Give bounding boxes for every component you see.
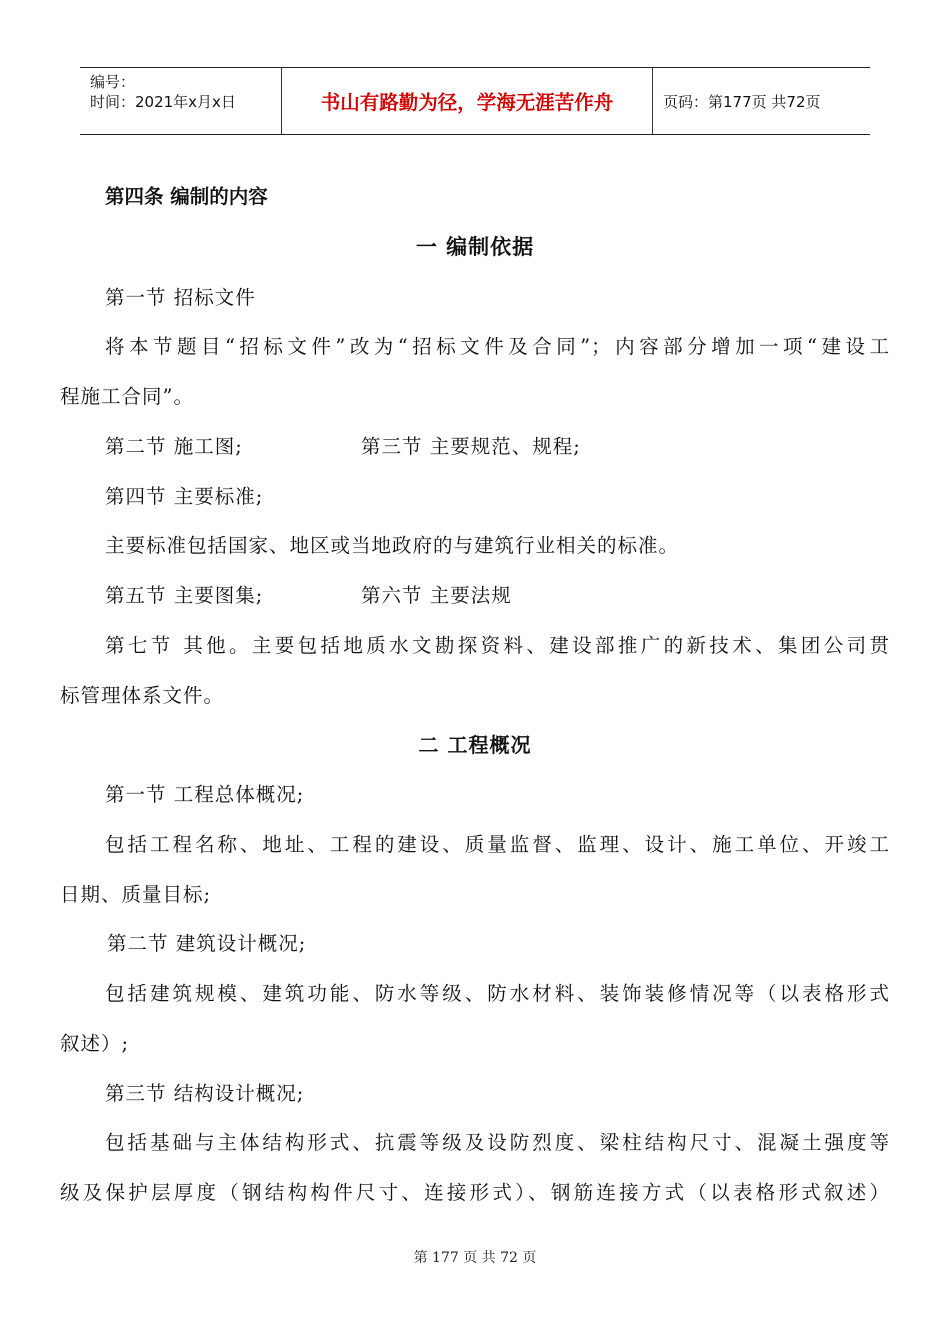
s1-para-1-line-2: 程施工合同”。 xyxy=(60,385,194,408)
s1-node-2: 第二节 施工图; xyxy=(105,435,243,458)
s1-node-1: 第一节 招标文件 xyxy=(105,286,256,309)
header-left-cell xyxy=(80,68,281,134)
s2-node-3: 第三节 结构设计概况; xyxy=(105,1082,305,1105)
s2-para-1-line-2: 日期、质量目标; xyxy=(60,883,212,906)
section-2-title: 二 工程概况 xyxy=(418,733,532,757)
s1-node-5: 第五节 主要图集; xyxy=(105,584,264,607)
s2-para-3-line-2: 级及保护层厚度（钢结构构件尺寸、连接形式）、钢筋连接方式（以表格形式叙述） xyxy=(60,1181,890,1204)
page-code: 页码：第177页 共72页 xyxy=(663,92,821,111)
s2-para-2-line-2: 叙述）; xyxy=(60,1032,130,1055)
article-title: 第四条 编制的内容 xyxy=(105,185,268,208)
motto: 书山有路勤为径，学海无涯苦作舟 xyxy=(281,68,653,134)
page-footer: 第 177 页 共 72 页 xyxy=(413,1250,537,1266)
header-table xyxy=(80,67,870,135)
s1-para-3-line-1: 第七节 其他。主要包括地质水文勘探资料、建设部推广的新技术、集团公司贯 xyxy=(105,634,890,657)
section-1-title: 一 编制依据 xyxy=(415,235,535,259)
s1-para-1-line-1: 将本节题目“招标文件”改为“招标文件及合同”；内容部分增加一项“建设工 xyxy=(105,335,890,358)
time-label: 时间：2021年x月x日 xyxy=(90,93,236,111)
s2-para-3-line-1: 包括基础与主体结构形式、抗震等级及设防烈度、梁柱结构尺寸、混凝土强度等 xyxy=(105,1131,890,1154)
s2-para-1-line-1: 包括工程名称、地址、工程的建设、质量监督、监理、设计、施工单位、开竣工 xyxy=(105,833,890,856)
s1-para-3-line-2: 标管理体系文件。 xyxy=(60,684,225,707)
s1-node-3: 第三节 主要规范、规程; xyxy=(361,435,581,458)
s1-para-2: 主要标准包括国家、地区或当地政府的与建筑行业相关的标准。 xyxy=(105,534,680,557)
number-label: 编号： xyxy=(90,73,136,91)
s2-para-2-line-1: 包括建筑规模、建筑功能、防水等级、防水材料、装饰装修情况等（以表格形式 xyxy=(105,982,890,1005)
s1-node-6: 第六节 主要法规 xyxy=(361,584,512,607)
s2-node-2: 第二节 建筑设计概况; xyxy=(107,932,307,955)
s2-node-1: 第一节 工程总体概况; xyxy=(105,783,305,806)
s1-node-4: 第四节 主要标准; xyxy=(105,485,264,508)
